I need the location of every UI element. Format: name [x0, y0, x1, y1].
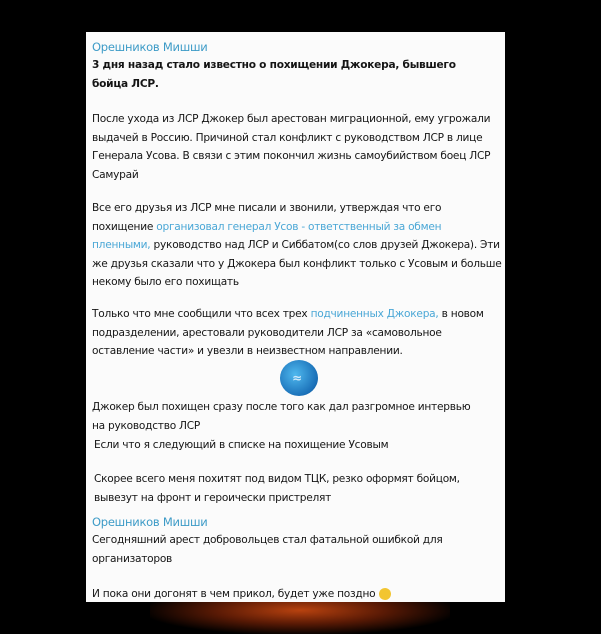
- paragraph: [92, 305, 497, 361]
- paragraph: После ухода из ЛСР Джокер был арестован миграционной, ему угрожали выдачей в Россию. Причиной стал конфликт с руководством ЛСР в лице Генерала Усова. В связи с этим покончил жизнь самоубийством боец ЛСР Самурай: [92, 113, 491, 181]
- paragraph: [92, 585, 502, 604]
- paragraph: [92, 199, 502, 292]
- paragraph: Если что я следующий в списке на похищение Усовым: [94, 439, 389, 451]
- author-name[interactable]: Орешников Мишши: [92, 515, 208, 529]
- watermark-logo-icon: ≈: [280, 360, 318, 396]
- text: в новом подразделении, арестовали руководители ЛСР за «самовольное оставление части» и увезли в неизвестном направлении.: [92, 308, 484, 358]
- author-name[interactable]: Орешников Мишши: [92, 40, 208, 54]
- paragraph: Сегодняшний арест добровольцев стал фатальной ошибкой для организаторов: [92, 534, 443, 565]
- text: Все его друзья из ЛСР мне писали и звонили, утверждая что его похищение: [92, 202, 442, 233]
- link[interactable]: организовал генерал Усов - ответственный за обмен пленными,: [92, 220, 442, 252]
- fire-background: [150, 600, 450, 634]
- text: И пока они догонят в чем прикол, будет уже поздно: [92, 588, 376, 600]
- message-card: [86, 32, 505, 602]
- winking-face-emoji-icon: [379, 588, 391, 600]
- link[interactable]: подчиненных Джокера,: [310, 308, 439, 320]
- text: Только что мне сообщили что всех трех: [92, 308, 311, 320]
- paragraph: Скорее всего меня похитят под видом ТЦК, резко оформят бойцом, вывезут на фронт и героически пристрелят: [94, 473, 460, 504]
- headline: 3 дня назад стало известно о похищении Джокера, бывшего бойца ЛСР.: [92, 59, 456, 90]
- text: руководство над ЛСР и Сиббатом(со слов друзей Джокера). Эти же друзья сказали что у Джокера был конфликт только с Усовым и больше некому было его похищать: [92, 239, 502, 289]
- paragraph: Джокер был похищен сразу после того как дал разгромное интервью на руководство ЛСР: [92, 401, 471, 432]
